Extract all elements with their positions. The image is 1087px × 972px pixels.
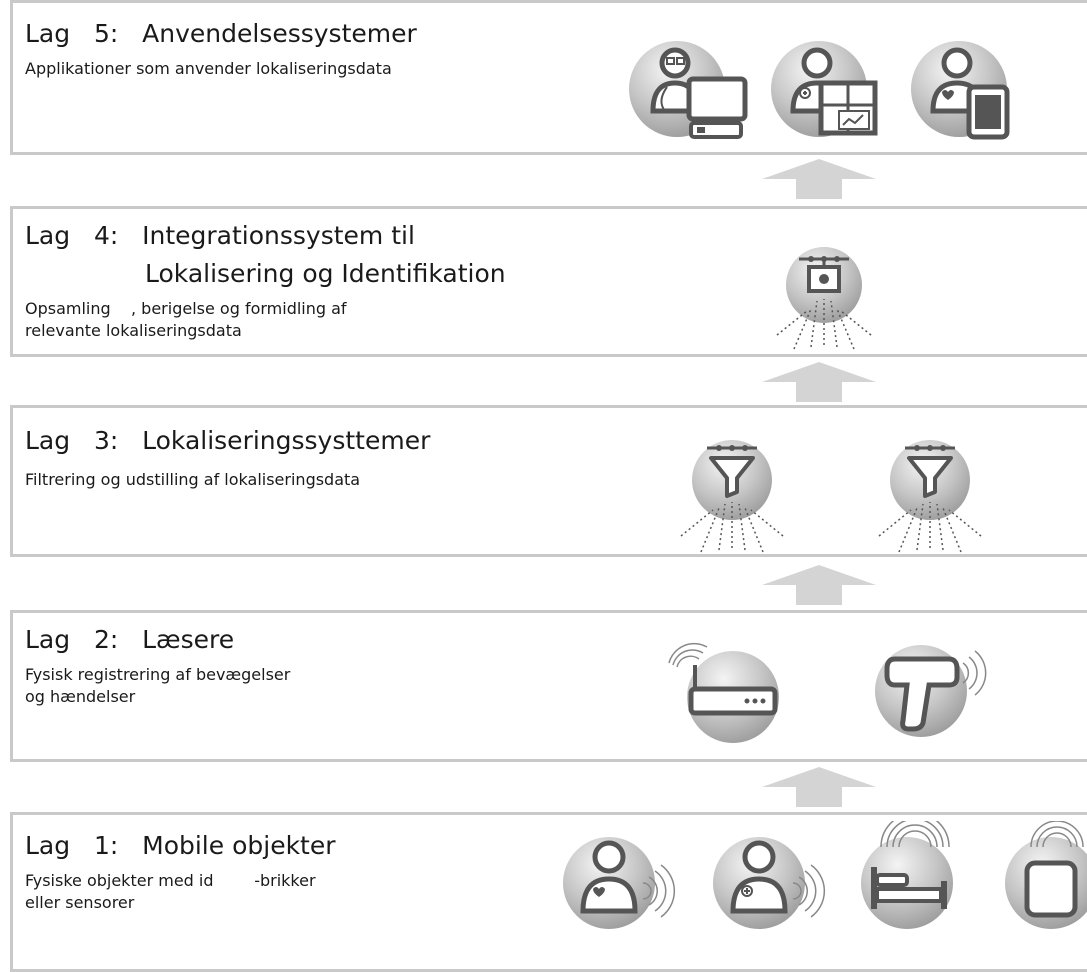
layer-3-title: Lag 3: Lokaliseringssysttemer [25, 426, 431, 455]
nurse-chart-icon [769, 41, 889, 147]
layer-5-subtitle: Applikationer som anvender lokaliseringsdata [25, 59, 392, 78]
layer-1-title: Lag 1: Mobile objekter [25, 831, 336, 860]
layer-1-box [10, 812, 1087, 972]
layer-2-subtitle-line2: og hændelser [25, 687, 136, 706]
layer-5-title: Lag 5: Anvendelsessystemer [25, 19, 417, 48]
wireless-router-icon [665, 639, 785, 749]
integration-hub-icon [759, 245, 889, 355]
layer-3-box [10, 405, 1087, 557]
layer-4-subtitle: Opsamling , berigelse og formidling af [25, 299, 347, 318]
layer-4-box [10, 206, 1087, 357]
layer-3-subtitle: Filtrering og udstilling af lokaliseringsdata [25, 470, 361, 489]
layer-1-subtitle: Fysiske objekter med id -brikker [25, 871, 316, 890]
patient-tag-icon [559, 831, 689, 937]
flow-arrow [762, 767, 876, 807]
flow-arrow [762, 362, 876, 402]
layer-5-box [10, 0, 1087, 155]
doctor-computer-icon [627, 41, 757, 147]
barcode-scanner-icon [865, 637, 995, 747]
layer-2-title: Lag 2: Læsere [25, 625, 235, 654]
layer-1-subtitle-line2: eller sensorer [25, 893, 135, 912]
layer-4-title-line2: Lokalisering og Identifikation [145, 259, 506, 288]
layer-4-title: Lag 4: Integrationssystem til [25, 221, 415, 250]
bed-tag-icon [855, 821, 965, 937]
device-tag-icon [999, 821, 1087, 937]
flow-arrow [762, 159, 876, 199]
staff-tag-icon [709, 831, 839, 937]
patient-tablet-icon [909, 41, 1019, 147]
layer-2-box [10, 610, 1087, 762]
filter-funnel-icon [667, 436, 797, 556]
layer-2-subtitle: Fysisk registrering af bevægelser [25, 665, 291, 684]
flow-arrow [762, 565, 876, 605]
filter-funnel-icon [865, 436, 995, 556]
layer-4-subtitle-line2: relevante lokaliseringsdata [25, 321, 242, 340]
